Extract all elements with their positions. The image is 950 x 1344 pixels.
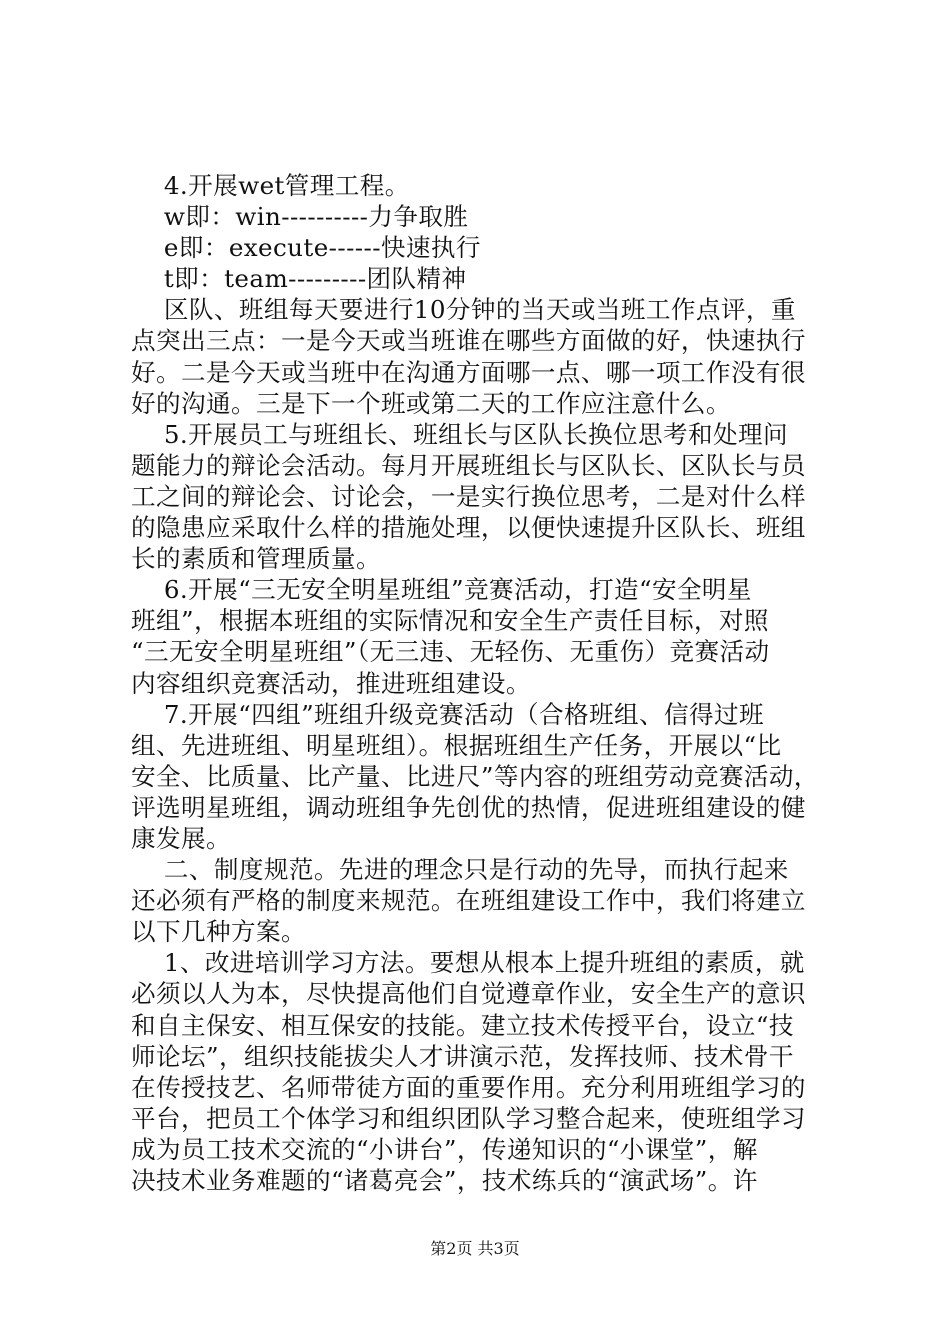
text-line: t即：team---------团队精神 <box>131 264 467 294</box>
text-line: 康发展。 <box>131 823 231 853</box>
text-line: 决技术业务难题的“诸葛亮会”，技术练兵的“演武场”。许 <box>131 1166 758 1195</box>
text-line: 以下几种方案。 <box>131 917 306 947</box>
text-line: 平台，把员工个体学习和组织团队学习整合起来，使班组学习 <box>131 1103 806 1133</box>
page-footer <box>0 1239 950 1259</box>
text-line: 还必须有严格的制度来规范。在班组建设工作中，我们将建立 <box>131 886 806 916</box>
text-line: 点突出三点：一是今天或当班谁在哪些方面做的好，快速执行 <box>131 326 806 356</box>
text-line: 二、制度规范。先进的理念只是行动的先导，而执行起来 <box>131 855 789 885</box>
body-text <box>131 170 851 1196</box>
text-line: 题能力的辩论会活动。每月开展班组长与区队长、区队长与员 <box>131 450 806 480</box>
text-line: 内容组织竞赛活动，推进班组建设。 <box>131 668 531 698</box>
text-line: 4.开展wet管理工程。 <box>131 171 410 200</box>
text-line: “三无安全明星班组”（无三违、无轻伤、无重伤）竞赛活动 <box>131 637 770 667</box>
text-line: 师论坛”，组织技能拔尖人才讲演示范，发挥技师、技术骨干 <box>131 1041 794 1071</box>
text-line: 班组”，根据本班组的实际情况和安全生产责任目标，对照 <box>131 606 769 636</box>
text-line: e即：execute------快速执行 <box>131 233 481 263</box>
text-line: 必须以人为本，尽快提高他们自觉遵章作业，安全生产的意识 <box>131 979 806 1009</box>
text-line: 组、先进班组、明星班组）。根据班组生产任务，开展以“比 <box>131 730 782 760</box>
text-line: 区队、班组每天要进行10分钟的当天或当班工作点评，重 <box>131 295 796 325</box>
page-number-label: 第2页 共3页 <box>430 1239 520 1258</box>
text-line: 和自主保安、相互保安的技能。建立技术传授平台，设立“技 <box>131 1010 794 1040</box>
text-line: w即：win----------力争取胜 <box>131 202 469 232</box>
text-line: 在传授技艺、名师带徒方面的重要作用。充分利用班组学习的 <box>131 1072 806 1102</box>
text-line: 的隐患应采取什么样的措施处理，以便快速提升区队长、班组 <box>131 513 806 543</box>
text-line: 1、改进培训学习方法。要想从根本上提升班组的素质，就 <box>131 948 805 978</box>
text-line: 安全、比质量、比产量、比进尺”等内容的班组劳动竞赛活动， <box>131 761 819 791</box>
text-line: 工之间的辩论会、讨论会，一是实行换位思考，二是对什么样 <box>131 481 806 511</box>
text-line: 好的沟通。三是下一个班或第二天的工作应注意什么。 <box>131 388 731 418</box>
text-line: 成为员工技术交流的“小讲台”，传递知识的“小课堂”，解 <box>131 1134 758 1164</box>
text-line: 好。二是今天或当班中在沟通方面哪一点、哪一项工作没有很 <box>131 357 806 387</box>
text-line: 6.开展“三无安全明星班组”竞赛活动，打造“安全明星 <box>131 575 752 605</box>
text-line: 长的素质和管理质量。 <box>131 544 381 574</box>
text-line: 评选明星班组，调动班组争先创优的热情，促进班组建设的健 <box>131 792 806 822</box>
text-line: 5.开展员工与班组长、班组长与区队长换位思考和处理问 <box>131 419 788 449</box>
text-line: 7.开展“四组”班组升级竞赛活动（合格班组、信得过班 <box>131 699 764 729</box>
